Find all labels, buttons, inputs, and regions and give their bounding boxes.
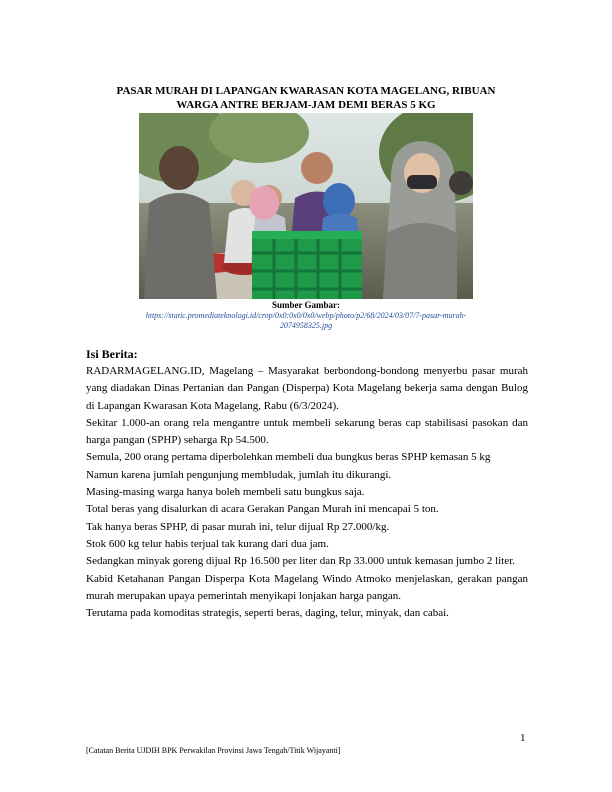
image-credit-label: Sumber Gambar: — [271, 300, 341, 310]
paragraph: Masing-masing warga hanya boleh membeli satu bungkus saja. — [86, 486, 365, 499]
paragraph: Semula, 200 orang pertama diperbolehkan membeli dua bungkus beras SPHP kemasan 5 kg — [86, 451, 491, 464]
article-title-line-2: WARGA ANTRE BERJAM-JAM DEMI BERAS 5 KG — [176, 99, 436, 111]
page-number: 1 — [520, 732, 526, 744]
paragraph: Sekitar 1.000-an orang rela mengantre untuk membeli sekarung beras cap stabilisasi pasokan dan harga pangan (SPHP) seharga Rp 54.500. — [86, 416, 528, 447]
paragraph: Namun karena jumlah pengunjung membludak, jumlah itu dikurangi. — [86, 468, 392, 481]
paragraph: Tak hanya beras SPHP, di pasar murah ini, telur dijual Rp 27.000/kg. — [86, 520, 390, 533]
image-source-link-line-1[interactable]: https://static.promediateknologi.id/crop/0x0:0x0/0x0/webp/photo/p2/68/2024/03/07/7-pasar-murah- — [145, 311, 467, 320]
paragraph: Sedangkan minyak goreng dijual Rp 16.500 per liter dan Rp 33.000 untuk kemasan jumbo 2 liter. — [86, 555, 515, 568]
paragraph: Terutama pada komoditas strategis, seperti beras, daging, telur, minyak, dan cabai. — [86, 607, 449, 620]
paragraph: Total beras yang disalurkan di acara Gerakan Pangan Murah ini mencapai 5 ton. — [86, 503, 439, 516]
paragraph: Stok 600 kg telur habis terjual tak kurang dari dua jam. — [86, 537, 329, 550]
article-title-line-1: PASAR MURAH DI LAPANGAN KWARASAN KOTA MAGELANG, RIBUAN — [116, 85, 496, 97]
paragraph: Kabid Ketahanan Pangan Disperpa Kota Magelang Windo Atmoko menjelaskan, gerakan pangan murah merupakan upaya pemerintah menyikapi lonjakan harga pangan. — [86, 572, 528, 602]
paragraph: RADARMAGELANG.ID, Magelang – Masyarakat berbondong-bondong menyerbu pasar murah yang diadakan Dinas Pertanian dan Pangan (Disperpa) Kota Magelang bekerja sama dengan Bulog di Lapangan Kwarasan Kota Magelang, Rabu (6/3/2024). — [86, 365, 528, 412]
footer-note: [Catatan Berita UJDIH BPK Perwakilan Provinsi Jawa Tengah/Titik Wijayanti] — [86, 746, 341, 755]
article-title — [86, 84, 526, 112]
news-photo — [139, 113, 473, 299]
image-source-link[interactable] — [96, 311, 516, 331]
image-source-link-line-2[interactable]: 2074958325.jpg — [279, 321, 333, 330]
article-body — [86, 346, 528, 622]
section-heading: Isi Berita: — [86, 347, 138, 361]
